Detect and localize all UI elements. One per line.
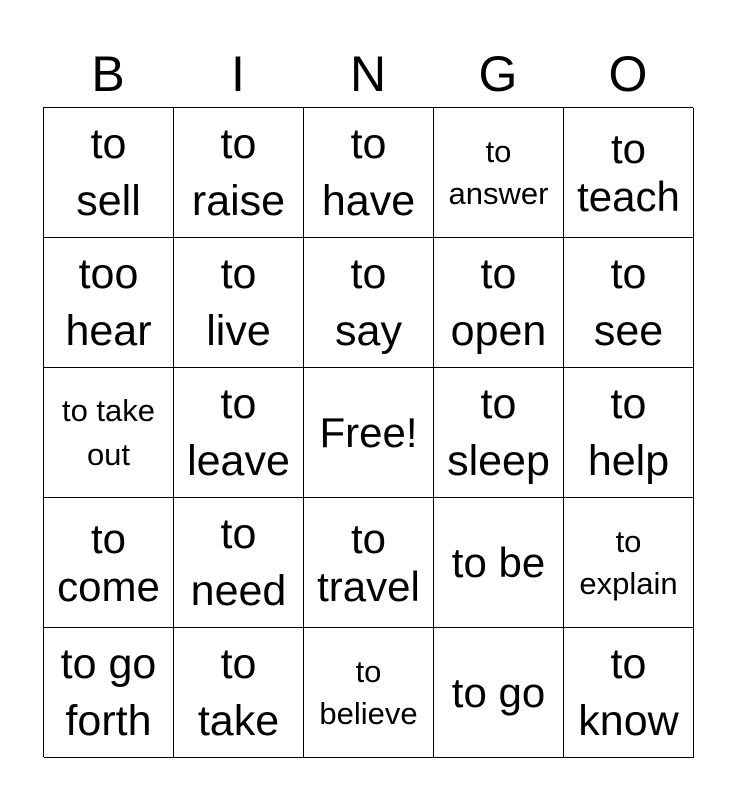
bingo-cell-r5-c3[interactable] xyxy=(304,628,434,758)
bingo-cell-r4-c2[interactable] xyxy=(174,498,304,628)
cell-text: to be xyxy=(451,538,546,586)
bingo-cell-r3-c4[interactable] xyxy=(434,368,564,498)
cell-text: to explain xyxy=(579,523,678,601)
cell-text: to believe xyxy=(319,653,418,731)
cell-text: to go xyxy=(451,668,546,716)
header-letter-i: I xyxy=(231,46,245,102)
bingo-cell-r5-c2[interactable] xyxy=(174,628,304,758)
bingo-cell-r3-c1[interactable] xyxy=(44,368,174,498)
bingo-cell-r4-c1[interactable] xyxy=(44,498,174,628)
cell-text: too hear xyxy=(65,249,152,355)
cell-text: to have xyxy=(321,119,416,225)
header-letter-n: N xyxy=(349,46,387,102)
bingo-cell-r4-c4[interactable] xyxy=(434,498,564,628)
bingo-cell-r2-c2[interactable] xyxy=(174,238,304,368)
bingo-cell-r1-c5[interactable] xyxy=(564,108,694,238)
bingo-cell-r3-c5[interactable] xyxy=(564,368,694,498)
free-space-label: Free! xyxy=(319,408,418,456)
header-letter-g: G xyxy=(478,46,518,102)
bingo-cell-r2-c5[interactable] xyxy=(564,238,694,368)
cell-text: to raise xyxy=(191,119,286,225)
cell-text: to come xyxy=(57,514,160,610)
bingo-cell-free[interactable] xyxy=(304,368,434,498)
header-letter-b: B xyxy=(91,46,125,102)
cell-text: to answer xyxy=(448,133,549,211)
bingo-cell-r4-c5[interactable] xyxy=(564,498,694,628)
cell-text: to teach xyxy=(577,124,680,220)
cell-text: to sell xyxy=(76,119,141,225)
bingo-cell-r5-c1[interactable] xyxy=(44,628,174,758)
cell-text: to sleep xyxy=(447,379,550,485)
bingo-cell-r3-c2[interactable] xyxy=(174,368,304,498)
bingo-board xyxy=(43,107,693,757)
header-letter-o: O xyxy=(608,46,648,102)
bingo-cell-r5-c5[interactable] xyxy=(564,628,694,758)
cell-text: to travel xyxy=(317,514,420,610)
bingo-cell-r4-c3[interactable] xyxy=(304,498,434,628)
bingo-cell-r5-c4[interactable] xyxy=(434,628,564,758)
bingo-cell-r1-c3[interactable] xyxy=(304,108,434,238)
bingo-cell-r2-c3[interactable] xyxy=(304,238,434,368)
cell-text: to leave xyxy=(187,379,290,485)
cell-text: to go forth xyxy=(60,639,157,745)
bingo-cell-r2-c1[interactable] xyxy=(44,238,174,368)
cell-text: to see xyxy=(593,249,664,355)
cell-text: to help xyxy=(587,379,670,485)
bingo-cell-r1-c2[interactable] xyxy=(174,108,304,238)
bingo-cell-r1-c4[interactable] xyxy=(434,108,564,238)
bingo-header xyxy=(43,42,693,106)
cell-text: to know xyxy=(578,639,679,745)
cell-text: to take xyxy=(197,639,280,745)
cell-text: to take out xyxy=(61,392,156,472)
cell-text: to say xyxy=(335,249,402,355)
bingo-cell-r2-c4[interactable] xyxy=(434,238,564,368)
cell-text: to open xyxy=(450,249,547,355)
cell-text: to live xyxy=(206,249,271,355)
cell-text: to need xyxy=(190,509,287,615)
bingo-cell-r1-c1[interactable] xyxy=(44,108,174,238)
